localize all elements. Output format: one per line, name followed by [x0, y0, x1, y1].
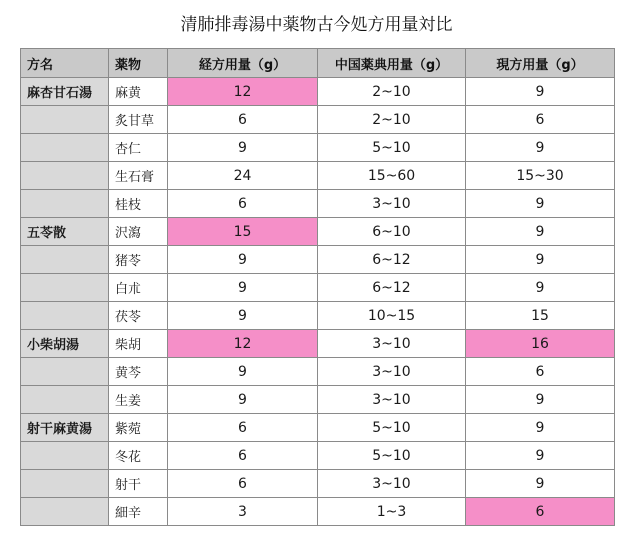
- formula-name-cell: [21, 358, 109, 386]
- herb-name-cell: 沢瀉: [109, 218, 168, 246]
- classic-dose-cell: 15: [168, 218, 318, 246]
- classic-dose-cell: 3: [168, 498, 318, 526]
- pharmacopoeia-dose-cell: 10~15: [318, 302, 466, 330]
- pharmacopoeia-dose-cell: 3~10: [318, 386, 466, 414]
- modern-dose-cell: 9: [466, 470, 615, 498]
- modern-dose-cell: 9: [466, 442, 615, 470]
- formula-name-cell: 小柴胡湯: [21, 330, 109, 358]
- classic-dose-cell: 9: [168, 358, 318, 386]
- modern-dose-cell: 9: [466, 190, 615, 218]
- classic-dose-cell: 6: [168, 190, 318, 218]
- modern-dose-cell: 9: [466, 414, 615, 442]
- table-row: [21, 218, 615, 246]
- table-row: [21, 470, 615, 498]
- table-row: [21, 330, 615, 358]
- formula-name-cell: [21, 302, 109, 330]
- formula-name-cell: 射干麻黄湯: [21, 414, 109, 442]
- modern-dose-cell: 16: [466, 330, 615, 358]
- modern-dose-cell: 6: [466, 358, 615, 386]
- table-row: [21, 414, 615, 442]
- classic-dose-cell: 24: [168, 162, 318, 190]
- pharmacopoeia-dose-cell: 5~10: [318, 414, 466, 442]
- classic-dose-cell: 6: [168, 470, 318, 498]
- classic-dose-cell: 9: [168, 134, 318, 162]
- herb-name-cell: 杏仁: [109, 134, 168, 162]
- pharmacopoeia-dose-cell: 3~10: [318, 470, 466, 498]
- header-classic-dose: 経方用量（g）: [168, 49, 318, 78]
- classic-dose-cell: 6: [168, 442, 318, 470]
- classic-dose-cell: 12: [168, 78, 318, 106]
- header-formula: 方名: [21, 49, 109, 78]
- herb-name-cell: 冬花: [109, 442, 168, 470]
- classic-dose-cell: 12: [168, 330, 318, 358]
- modern-dose-cell: 9: [466, 78, 615, 106]
- table-row: [21, 134, 615, 162]
- header-modern-dose: 現方用量（g）: [466, 49, 615, 78]
- modern-dose-cell: 9: [466, 274, 615, 302]
- formula-name-cell: 五苓散: [21, 218, 109, 246]
- pharmacopoeia-dose-cell: 15~60: [318, 162, 466, 190]
- herb-name-cell: 黄芩: [109, 358, 168, 386]
- table-row: [21, 386, 615, 414]
- table-row: [21, 498, 615, 526]
- pharmacopoeia-dose-cell: 3~10: [318, 190, 466, 218]
- pharmacopoeia-dose-cell: 6~12: [318, 274, 466, 302]
- formula-name-cell: [21, 470, 109, 498]
- herb-name-cell: 射干: [109, 470, 168, 498]
- formula-name-cell: [21, 190, 109, 218]
- formula-name-cell: [21, 134, 109, 162]
- herb-name-cell: 紫菀: [109, 414, 168, 442]
- formula-name-cell: [21, 386, 109, 414]
- table-row: [21, 442, 615, 470]
- header-herb: 薬物: [109, 49, 168, 78]
- pharmacopoeia-dose-cell: 5~10: [318, 442, 466, 470]
- table-header-row: [21, 49, 615, 78]
- formula-name-cell: [21, 498, 109, 526]
- table-row: [21, 274, 615, 302]
- herb-name-cell: 猪苓: [109, 246, 168, 274]
- table-row: [21, 106, 615, 134]
- classic-dose-cell: 9: [168, 274, 318, 302]
- formula-name-cell: [21, 274, 109, 302]
- table-row: [21, 358, 615, 386]
- classic-dose-cell: 9: [168, 302, 318, 330]
- table-row: [21, 246, 615, 274]
- modern-dose-cell: 6: [466, 106, 615, 134]
- modern-dose-cell: 15: [466, 302, 615, 330]
- classic-dose-cell: 6: [168, 106, 318, 134]
- table-row: [21, 78, 615, 106]
- pharmacopoeia-dose-cell: 6~10: [318, 218, 466, 246]
- herb-name-cell: 桂枝: [109, 190, 168, 218]
- herb-name-cell: 生姜: [109, 386, 168, 414]
- herb-name-cell: 麻黄: [109, 78, 168, 106]
- pharmacopoeia-dose-cell: 5~10: [318, 134, 466, 162]
- herb-name-cell: 茯苓: [109, 302, 168, 330]
- classic-dose-cell: 9: [168, 386, 318, 414]
- herb-name-cell: 生石膏: [109, 162, 168, 190]
- formula-name-cell: [21, 246, 109, 274]
- pharmacopoeia-dose-cell: 3~10: [318, 358, 466, 386]
- pharmacopoeia-dose-cell: 6~12: [318, 246, 466, 274]
- table-row: [21, 190, 615, 218]
- herb-name-cell: 柴胡: [109, 330, 168, 358]
- modern-dose-cell: 15~30: [466, 162, 615, 190]
- pharmacopoeia-dose-cell: 2~10: [318, 106, 466, 134]
- classic-dose-cell: 9: [168, 246, 318, 274]
- formula-name-cell: [21, 162, 109, 190]
- herb-name-cell: 炙甘草: [109, 106, 168, 134]
- pharmacopoeia-dose-cell: 1~3: [318, 498, 466, 526]
- pharmacopoeia-dose-cell: 3~10: [318, 330, 466, 358]
- dosage-comparison-table: [20, 48, 615, 526]
- formula-name-cell: 麻杏甘石湯: [21, 78, 109, 106]
- modern-dose-cell: 9: [466, 218, 615, 246]
- table-row: [21, 162, 615, 190]
- herb-name-cell: 細辛: [109, 498, 168, 526]
- formula-name-cell: [21, 442, 109, 470]
- header-pharmacopoeia-dose: 中国薬典用量（g）: [318, 49, 466, 78]
- classic-dose-cell: 6: [168, 414, 318, 442]
- page-title: 清肺排毒湯中薬物古今処方用量対比: [180, 15, 453, 35]
- modern-dose-cell: 9: [466, 246, 615, 274]
- herb-name-cell: 白朮: [109, 274, 168, 302]
- table-body: [21, 78, 615, 526]
- modern-dose-cell: 9: [466, 134, 615, 162]
- pharmacopoeia-dose-cell: 2~10: [318, 78, 466, 106]
- modern-dose-cell: 9: [466, 386, 615, 414]
- table-row: [21, 302, 615, 330]
- formula-name-cell: [21, 106, 109, 134]
- modern-dose-cell: 6: [466, 498, 615, 526]
